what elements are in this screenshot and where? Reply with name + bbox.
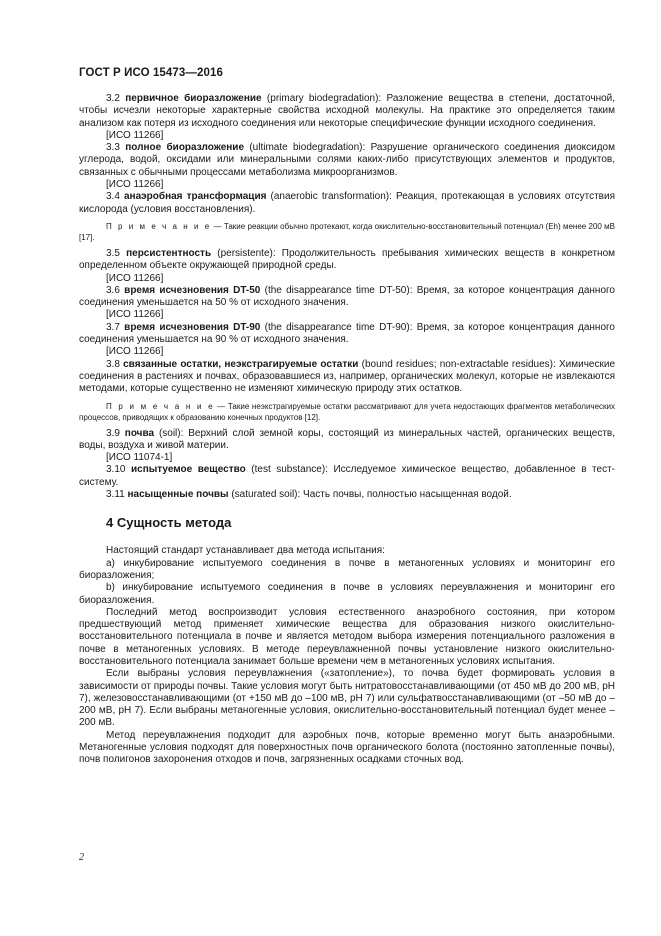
definition-3-4: 3.4 анаэробная трансформация (anaerobic transformation): Реакция, протекающая в условиях отсутствия кислорода (условия восстановления). xyxy=(79,191,615,215)
definition-3-6: 3.6 время исчезновения DT-50 (the disappearance time DT-50): Время, за которое концентрация данного соединения уменьшается на 50 % от исходного значения. xyxy=(79,284,615,309)
note-1: П р и м е ч а н и е — Такие реакции обычно протекают, когда окислительно-восстановительный потенциал (Eh) менее 200 мВ [17]. xyxy=(79,221,615,242)
definition-3-9: 3.9 почва (soil): Верхний слой земной коры, состоящий из минеральных частей, органических веществ, воды, воздуха и живой материи. xyxy=(79,427,616,451)
reference: [ИСО 11266] xyxy=(106,346,164,358)
page-content xyxy=(79,93,615,767)
paragraph: a) инкубирование испытуемого соединения в почве в метаногенных условиях и мониторинг его биоразложения; xyxy=(79,557,615,581)
reference: [ИСО 11074-1] xyxy=(106,452,173,464)
term: насыщенные почвы xyxy=(127,489,229,501)
page-number: 2 xyxy=(79,852,84,863)
standard-header: ГОСТ Р ИСО 15473—2016 xyxy=(79,67,224,79)
paragraph: Метод переувлажнения подходит для аэробных почв, которые временно могут быть анаэробными. Метаногенные условия подходят для поверхностных почв органического болота (постоянно затопленные почвы), почв полигонов захоронения отходов и почв, загрязненных осадками сточных вод. xyxy=(79,729,615,766)
definition-3-8: 3.8 связанные остатки, неэкстрагируемые остатки (bound residues; non-extractable residues): Химические соединения в растениях и почвах, образовавшиеся из, например, органических молекул, которые не извлекаются методами, которые существенно не изменяют химическую природу этих остатков. xyxy=(79,358,616,395)
term: время исчезновения DT-90 xyxy=(124,321,261,333)
term: почва xyxy=(124,427,155,439)
paragraph: Настоящий стандарт устанавливает два метода испытания: xyxy=(106,545,385,557)
paragraph: Последний метод воспроизводит условия естественного анаэробного состояния, при котором предшествующий метод применяет химические вещества для образования низкого окислительно-восстановительного потенциала в почве и является методом выбора измерения потенциального разложения в почве в метаногенных условиях. В методе переувлажненной почвы установление низкого окислительно-восстановительного потенциала занимает больше времени чем в метаногенных условиях испытания. xyxy=(79,606,615,667)
reference: [ИСО 11266] xyxy=(106,309,164,321)
section-title: 4 Сущность метода xyxy=(106,515,232,531)
term: испытуемое вещество xyxy=(130,464,246,476)
definition-3-3: 3.3 полное биоразложение (ultimate biodegradation): Разрушение органического соединения диоксидом углерода, водой, оксидами или минеральными солями каких-либо присутствующих элементов и продуктов, связанных с обычными процессами метаболизма микроорганизмов. xyxy=(79,142,615,178)
reference: [ИСО 11266] xyxy=(106,129,164,141)
definition-3-2: 3.2 первичное биоразложение (primary biodegradation): Разложение вещества в степени, достаточной, чтобы исчезли некоторые характерные свойства исходной молекулы. На практике это определяется таким анализом как потеря из исходного соединения или некоторые специфические функции исходного соединения. xyxy=(79,93,616,129)
note-2: П р и м е ч а н и е — Такие неэкстрагируемые остатки рассматривают для учета недостающих фрагментов метаболических процессов, приводящих к образованию конечных продуктов [12]. xyxy=(79,401,616,422)
definition-3-5: 3.5 персистентность (persistente): Продолжительность пребывания химических веществ в конкретном определенном объекте окружающей природной среды. xyxy=(79,247,616,272)
paragraph: Если выбраны условия переувлажнения («затопление»), то почва будет формировать условия в зависимости от природы почвы. Такие условия могут быть нитратовосстанавливающими (от 450 мВ до 200 мВ, pH 7), железовосстанавливающими (от +150 мВ до –100 мВ, pH 7) или сульфатвосстанавливающими (от –50 мВ до –200 мВ, pH 7). Если выбраны метаногенные условия, окислительно-восстановительный потенциал будет менее –200 мВ. xyxy=(79,668,615,729)
term: время исчезновения DT-50 xyxy=(124,284,261,296)
reference: [ИСО 11266] xyxy=(106,272,164,284)
term: связанные остатки, неэкстрагируемые остатки xyxy=(123,358,359,370)
term: первичное биоразложение xyxy=(125,93,262,104)
definition-3-11: 3.11 насыщенные почвы (saturated soil): Часть почвы, полностью насыщенная водой. xyxy=(106,489,512,501)
reference: [ИСО 11266] xyxy=(106,179,164,191)
term: полное биоразложение xyxy=(125,142,245,154)
term: анаэробная трансформация xyxy=(124,191,267,203)
paragraph: b) инкубирование испытуемого соединения в почве в условиях переувлажнения и мониторинг его биоразложения. xyxy=(79,582,615,606)
definition-3-10: 3.10 испытуемое вещество (test substance): Исследуемое химическое вещество, добавленное в тест-систему. xyxy=(79,464,615,488)
definition-3-7: 3.7 время исчезновения DT-90 (the disappearance time DT-90): Время, за которое концентрация данного соединения уменьшается на 90 % от исходного значения. xyxy=(79,321,615,346)
term: персистентность xyxy=(126,247,212,259)
